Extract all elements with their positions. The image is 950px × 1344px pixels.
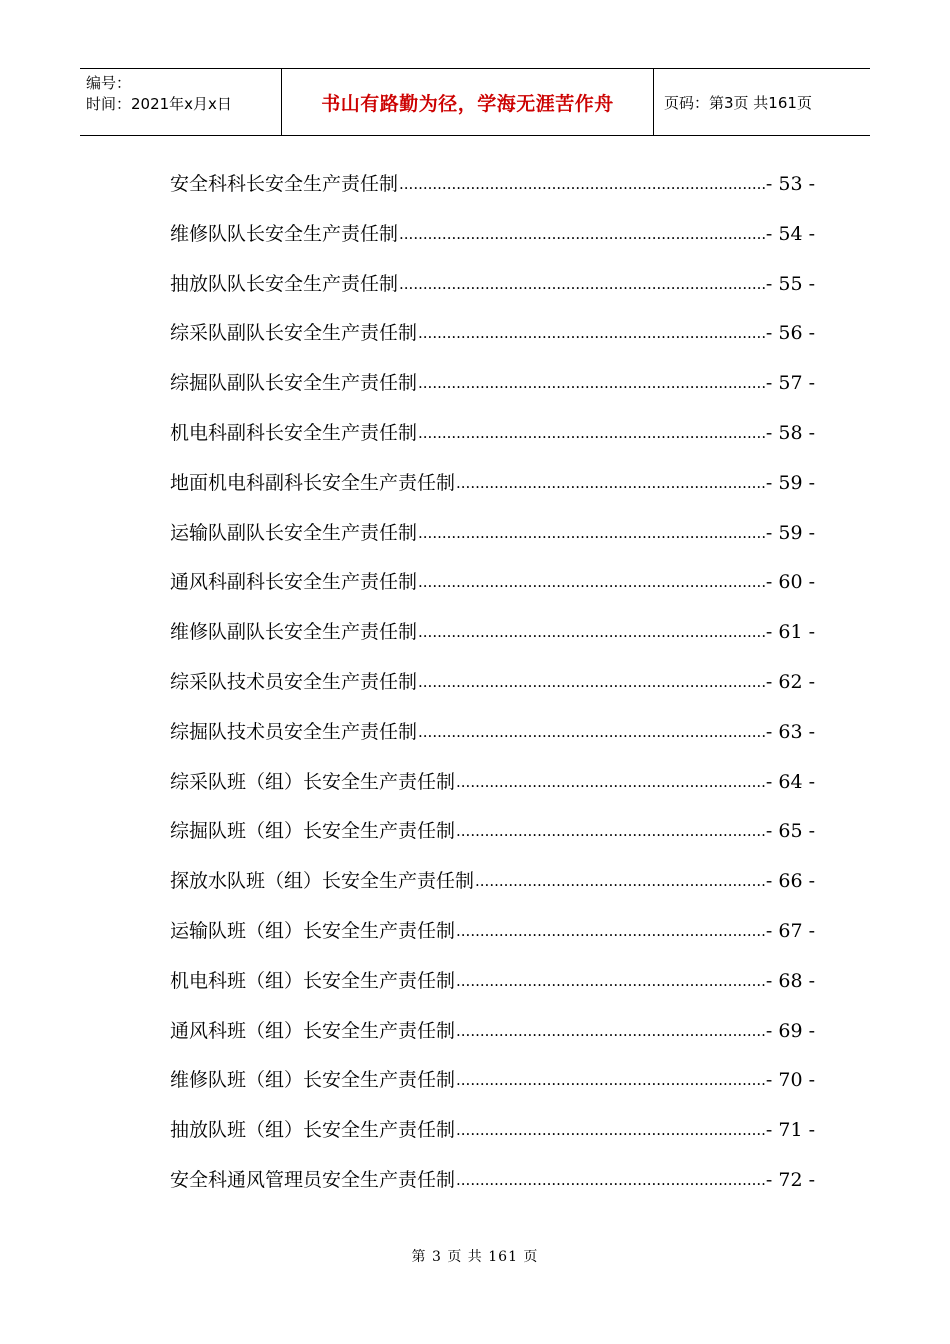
toc-entry[interactable] bbox=[170, 957, 815, 1007]
toc-entry-page-number: - 60 - bbox=[765, 571, 815, 594]
toc-entry-title: 抽放队队长安全生产责任制 bbox=[170, 272, 399, 295]
header-motto: 书山有路勤为径，学海无涯苦作舟 bbox=[282, 69, 654, 135]
toc-dot-leader bbox=[418, 420, 765, 439]
toc-dot-leader bbox=[418, 520, 765, 539]
toc-entry-page-number: - 72 - bbox=[765, 1168, 815, 1191]
toc-dot-leader bbox=[399, 171, 765, 190]
toc-entry[interactable] bbox=[170, 509, 815, 559]
toc-entry-page-number: - 64 - bbox=[765, 770, 815, 793]
toc-entry-page-number: - 66 - bbox=[765, 870, 815, 893]
toc-dot-leader bbox=[456, 470, 765, 489]
toc-dot-leader bbox=[456, 1067, 765, 1086]
toc-dot-leader bbox=[456, 818, 765, 837]
toc-entry-page-number: - 57 - bbox=[765, 372, 815, 395]
toc-entry-page-number: - 53 - bbox=[765, 173, 815, 195]
toc-dot-leader bbox=[399, 221, 765, 240]
toc-entry-title: 运输队副队长安全生产责任制 bbox=[170, 521, 418, 544]
toc-entry-title: 探放水队班（组）长安全生产责任制 bbox=[170, 870, 475, 893]
header-page-info: 页码：第3页 共161页 bbox=[664, 93, 812, 112]
table-of-contents bbox=[170, 160, 815, 1206]
toc-entry-title: 维修队班（组）长安全生产责任制 bbox=[170, 1069, 456, 1092]
toc-dot-leader bbox=[418, 370, 765, 389]
toc-dot-leader bbox=[418, 669, 765, 688]
toc-entry-title: 运输队班（组）长安全生产责任制 bbox=[170, 919, 456, 942]
toc-entry-page-number: - 59 - bbox=[765, 521, 815, 544]
toc-dot-leader bbox=[456, 1018, 765, 1037]
toc-entry-title: 综掘队副队长安全生产责任制 bbox=[170, 372, 418, 395]
toc-entry-title: 维修队副队长安全生产责任制 bbox=[170, 621, 418, 644]
toc-entry-page-number: - 69 - bbox=[765, 1019, 815, 1042]
toc-entry[interactable] bbox=[170, 459, 815, 509]
toc-entry-page-number: - 67 - bbox=[765, 919, 815, 942]
toc-entry[interactable] bbox=[170, 758, 815, 808]
toc-entry-title: 安全科通风管理员安全生产责任制 bbox=[170, 1168, 456, 1191]
toc-entry-page-number: - 71 - bbox=[765, 1119, 815, 1142]
toc-dot-leader bbox=[456, 769, 765, 788]
toc-entry-title: 综采队技术员安全生产责任制 bbox=[170, 670, 418, 693]
toc-entry-title: 地面机电科副科长安全生产责任制 bbox=[170, 471, 456, 494]
toc-entry[interactable] bbox=[170, 409, 815, 459]
document-header bbox=[80, 68, 870, 136]
toc-entry-title: 安全科科长安全生产责任制 bbox=[170, 173, 399, 195]
document-date: 时间：2021年x月x日 bbox=[86, 95, 232, 113]
toc-entry-page-number: - 62 - bbox=[765, 670, 815, 693]
toc-entry[interactable] bbox=[170, 658, 815, 708]
toc-entry-title: 通风科班（组）长安全生产责任制 bbox=[170, 1019, 456, 1042]
toc-entry-title: 机电科班（组）长安全生产责任制 bbox=[170, 969, 456, 992]
toc-entry-title: 抽放队班（组）长安全生产责任制 bbox=[170, 1119, 456, 1142]
toc-entry[interactable] bbox=[170, 807, 815, 857]
toc-entry[interactable] bbox=[170, 1007, 815, 1057]
toc-entry-page-number: - 54 - bbox=[765, 222, 815, 245]
toc-entry[interactable] bbox=[170, 857, 815, 907]
toc-entry-page-number: - 59 - bbox=[765, 471, 815, 494]
toc-entry-title: 综掘队技术员安全生产责任制 bbox=[170, 720, 418, 743]
document-number-label: 编号： bbox=[86, 74, 132, 92]
toc-dot-leader bbox=[399, 271, 765, 290]
toc-dot-leader bbox=[456, 1117, 765, 1136]
toc-dot-leader bbox=[456, 1167, 765, 1186]
toc-entry-page-number: - 68 - bbox=[765, 969, 815, 992]
toc-dot-leader bbox=[418, 320, 765, 339]
page-footer: 第 3 页 共 161 页 bbox=[411, 1249, 539, 1265]
toc-entry[interactable] bbox=[170, 1106, 815, 1156]
toc-entry-page-number: - 65 - bbox=[765, 820, 815, 843]
toc-dot-leader bbox=[475, 868, 765, 887]
toc-entry[interactable] bbox=[170, 558, 815, 608]
toc-dot-leader bbox=[456, 968, 765, 987]
toc-dot-leader bbox=[418, 619, 765, 638]
toc-entry-title: 综采队副队长安全生产责任制 bbox=[170, 322, 418, 345]
toc-entry-page-number: - 56 - bbox=[765, 322, 815, 345]
toc-entry-title: 综采队班（组）长安全生产责任制 bbox=[170, 770, 456, 793]
toc-entry[interactable] bbox=[170, 907, 815, 957]
toc-entry-page-number: - 55 - bbox=[765, 272, 815, 295]
toc-entry[interactable] bbox=[170, 260, 815, 310]
toc-entry[interactable] bbox=[170, 708, 815, 758]
toc-entry[interactable] bbox=[170, 210, 815, 260]
toc-entry-title: 综掘队班（组）长安全生产责任制 bbox=[170, 820, 456, 843]
toc-entry[interactable] bbox=[170, 1056, 815, 1106]
toc-entry-page-number: - 61 - bbox=[765, 621, 815, 644]
toc-entry[interactable] bbox=[170, 359, 815, 409]
toc-dot-leader bbox=[418, 719, 765, 738]
toc-entry-page-number: - 63 - bbox=[765, 720, 815, 743]
toc-entry[interactable] bbox=[170, 309, 815, 359]
toc-entry-title: 机电科副科长安全生产责任制 bbox=[170, 421, 418, 444]
toc-entry[interactable] bbox=[170, 160, 815, 210]
toc-entry-page-number: - 70 - bbox=[765, 1069, 815, 1092]
toc-dot-leader bbox=[456, 918, 765, 937]
header-meta bbox=[80, 69, 282, 135]
toc-dot-leader bbox=[418, 569, 765, 588]
toc-entry-title: 维修队队长安全生产责任制 bbox=[170, 222, 399, 245]
toc-entry[interactable] bbox=[170, 1156, 815, 1206]
toc-entry[interactable] bbox=[170, 608, 815, 658]
toc-entry-title: 通风科副科长安全生产责任制 bbox=[170, 571, 418, 594]
toc-entry-page-number: - 58 - bbox=[765, 421, 815, 444]
